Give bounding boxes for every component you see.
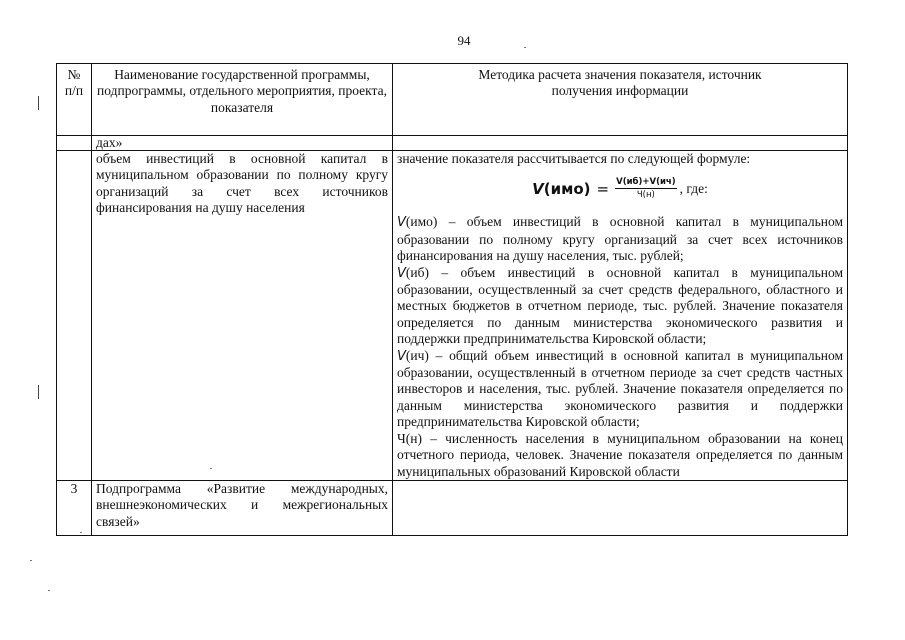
subprogram-row [57, 480, 848, 535]
page-number: 94 [457, 33, 471, 48]
subprogram-num: 3 [57, 480, 92, 535]
program-table [56, 63, 848, 536]
continuation-method [393, 136, 848, 151]
indicator-num [57, 151, 92, 481]
subprogram-name: Подпрограмма «Развитие международных, внешнеэкономических и межрегиональных связей» [92, 480, 393, 535]
definition-imo: V(имо) – объем инвестиций в основной капитал в муниципальном образовании по полному кругу организаций за счет всех источников финансирования на душу населения, тыс. рублей; [397, 214, 843, 264]
indicator-name: объем инвестиций в основной капитал в муниципальном образовании по полному кругу организаций за счет всех источников финансирования на душу населения [92, 151, 393, 481]
header-num: № п/п [57, 64, 92, 136]
scan-speck [30, 560, 32, 561]
formula-fraction [615, 177, 677, 200]
formula-lhs: V(имо) [532, 179, 591, 198]
indicator-row [57, 151, 848, 481]
continuation-num [57, 136, 92, 151]
formula-denominator: Ч(н) [636, 190, 655, 201]
margin-mark [38, 385, 39, 399]
header-name: Наименование государственной программы, подпрограммы, отдельного мероприятия, проекта, показателя [92, 64, 393, 136]
formula-tail: , где: [679, 180, 708, 196]
header-method: Методика расчета значения показателя, источник получения информации [393, 64, 848, 136]
definition-ich: V(ич) – общий объем инвестиций в основной капитал в муниципальном образовании, осуществленный в отчетном периоде за счет средств частных инвесторов и населения, тыс. рублей. Значение показателя определяется по данным министерства экономического развития и поддержки предпринимательства Кировской области; [397, 347, 843, 430]
method-intro: значение показателя рассчитывается по следующей формуле: [397, 151, 751, 166]
margin-mark [38, 96, 39, 110]
subprogram-method [393, 480, 848, 535]
indicator-method [393, 151, 848, 481]
formula-numerator: V(иб)+V(ич) [616, 177, 676, 188]
formula-equals: = [596, 179, 610, 198]
definition-chn: Ч(н) – численность населения в муниципальном образовании на конец отчетного периода, человек. Значение показателя определяется по данным муниципальных образований Кировской области [397, 430, 843, 479]
scan-speck [48, 590, 50, 591]
formula [397, 177, 843, 200]
continuation-row [57, 136, 848, 151]
definition-ib: V(иб) – объем инвестиций в основной капитал в муниципальном образовании, осуществленный за счет средств федерального, областного и местных бюджетов в отчетном периоде, тыс. рублей. Значение показателя определяется по данным министерства экономического развития и поддержки предпринимательства Кировской области; [397, 264, 843, 347]
continuation-name: дах» [92, 136, 393, 151]
scan-speck [524, 47, 526, 48]
table-header-row [57, 64, 848, 136]
